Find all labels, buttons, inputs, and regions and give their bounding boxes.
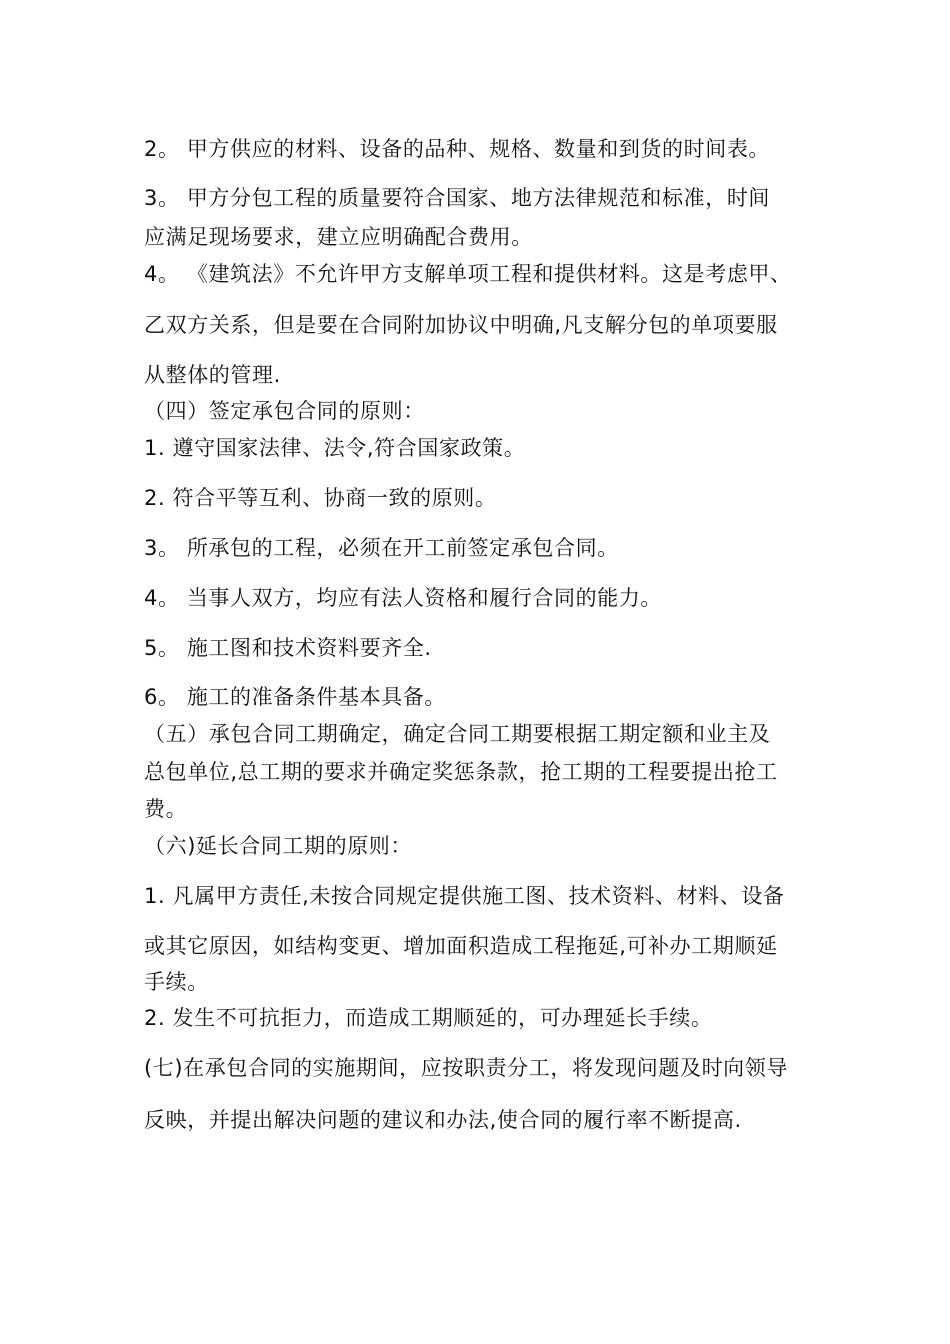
text-line: 手续。 — [144, 970, 209, 994]
section-heading: （六)延长合同工期的原则： — [144, 834, 412, 858]
text-line: 从整体的管理. — [144, 363, 281, 387]
text-line: 4。 当事人双方，均应有法人资格和履行合同的能力。 — [144, 586, 663, 610]
text-line: 2。 甲方供应的材料、设备的品种、规格、数量和到货的时间表。 — [144, 137, 771, 161]
text-line: 1. 遵守国家法律、法令,符合国家政策。 — [144, 436, 526, 460]
text-line: 4。 《建筑法》不允许甲方支解单项工程和提供材料。这是考虑甲、 — [144, 262, 792, 286]
text-line: 费。 — [144, 797, 188, 821]
text-line: 或其它原因，如结构变更、增加面积造成工程拖延,可补办工期顺延 — [144, 934, 778, 958]
text-line: 2. 符合平等互利、协商一致的原则。 — [144, 486, 497, 510]
text-line: 总包单位,总工期的要求并确定奖惩条款，抢工期的工程要提出抢工 — [144, 760, 778, 784]
text-line: 6。 施工的准备条件基本具备。 — [144, 685, 447, 709]
section-heading: （五）承包合同工期确定，确定合同工期要根据工期定额和业主及 — [144, 722, 771, 746]
section-heading: （四）签定承包合同的原则： — [144, 399, 425, 423]
text-line: 2. 发生不可抗拒力，而造成工期顺延的，可办理延长手续。 — [144, 1006, 713, 1030]
text-line: 反映，并提出解决问题的建议和办法,使合同的履行率不断提高. — [144, 1108, 742, 1132]
text-line: 1. 凡属甲方责任,未按合同规定提供施工图、技术资料、材料、设备 — [144, 884, 785, 908]
section-heading: (七)在承包合同的实施期间，应按职责分工，将发现问题及时向领导 — [144, 1056, 788, 1080]
text-line: 乙双方关系，但是要在合同附加协议中明确,凡支解分包的单项要服 — [144, 313, 778, 337]
text-line: 3。 所承包的工程，必须在开工前签定承包合同。 — [144, 536, 619, 560]
text-line: 应满足现场要求，建立应明确配合费用。 — [144, 225, 533, 249]
text-line: 5。 施工图和技术资料要齐全. — [144, 636, 432, 660]
text-line: 3。 甲方分包工程的质量要符合国家、地方法律规范和标准，时间 — [144, 186, 771, 210]
